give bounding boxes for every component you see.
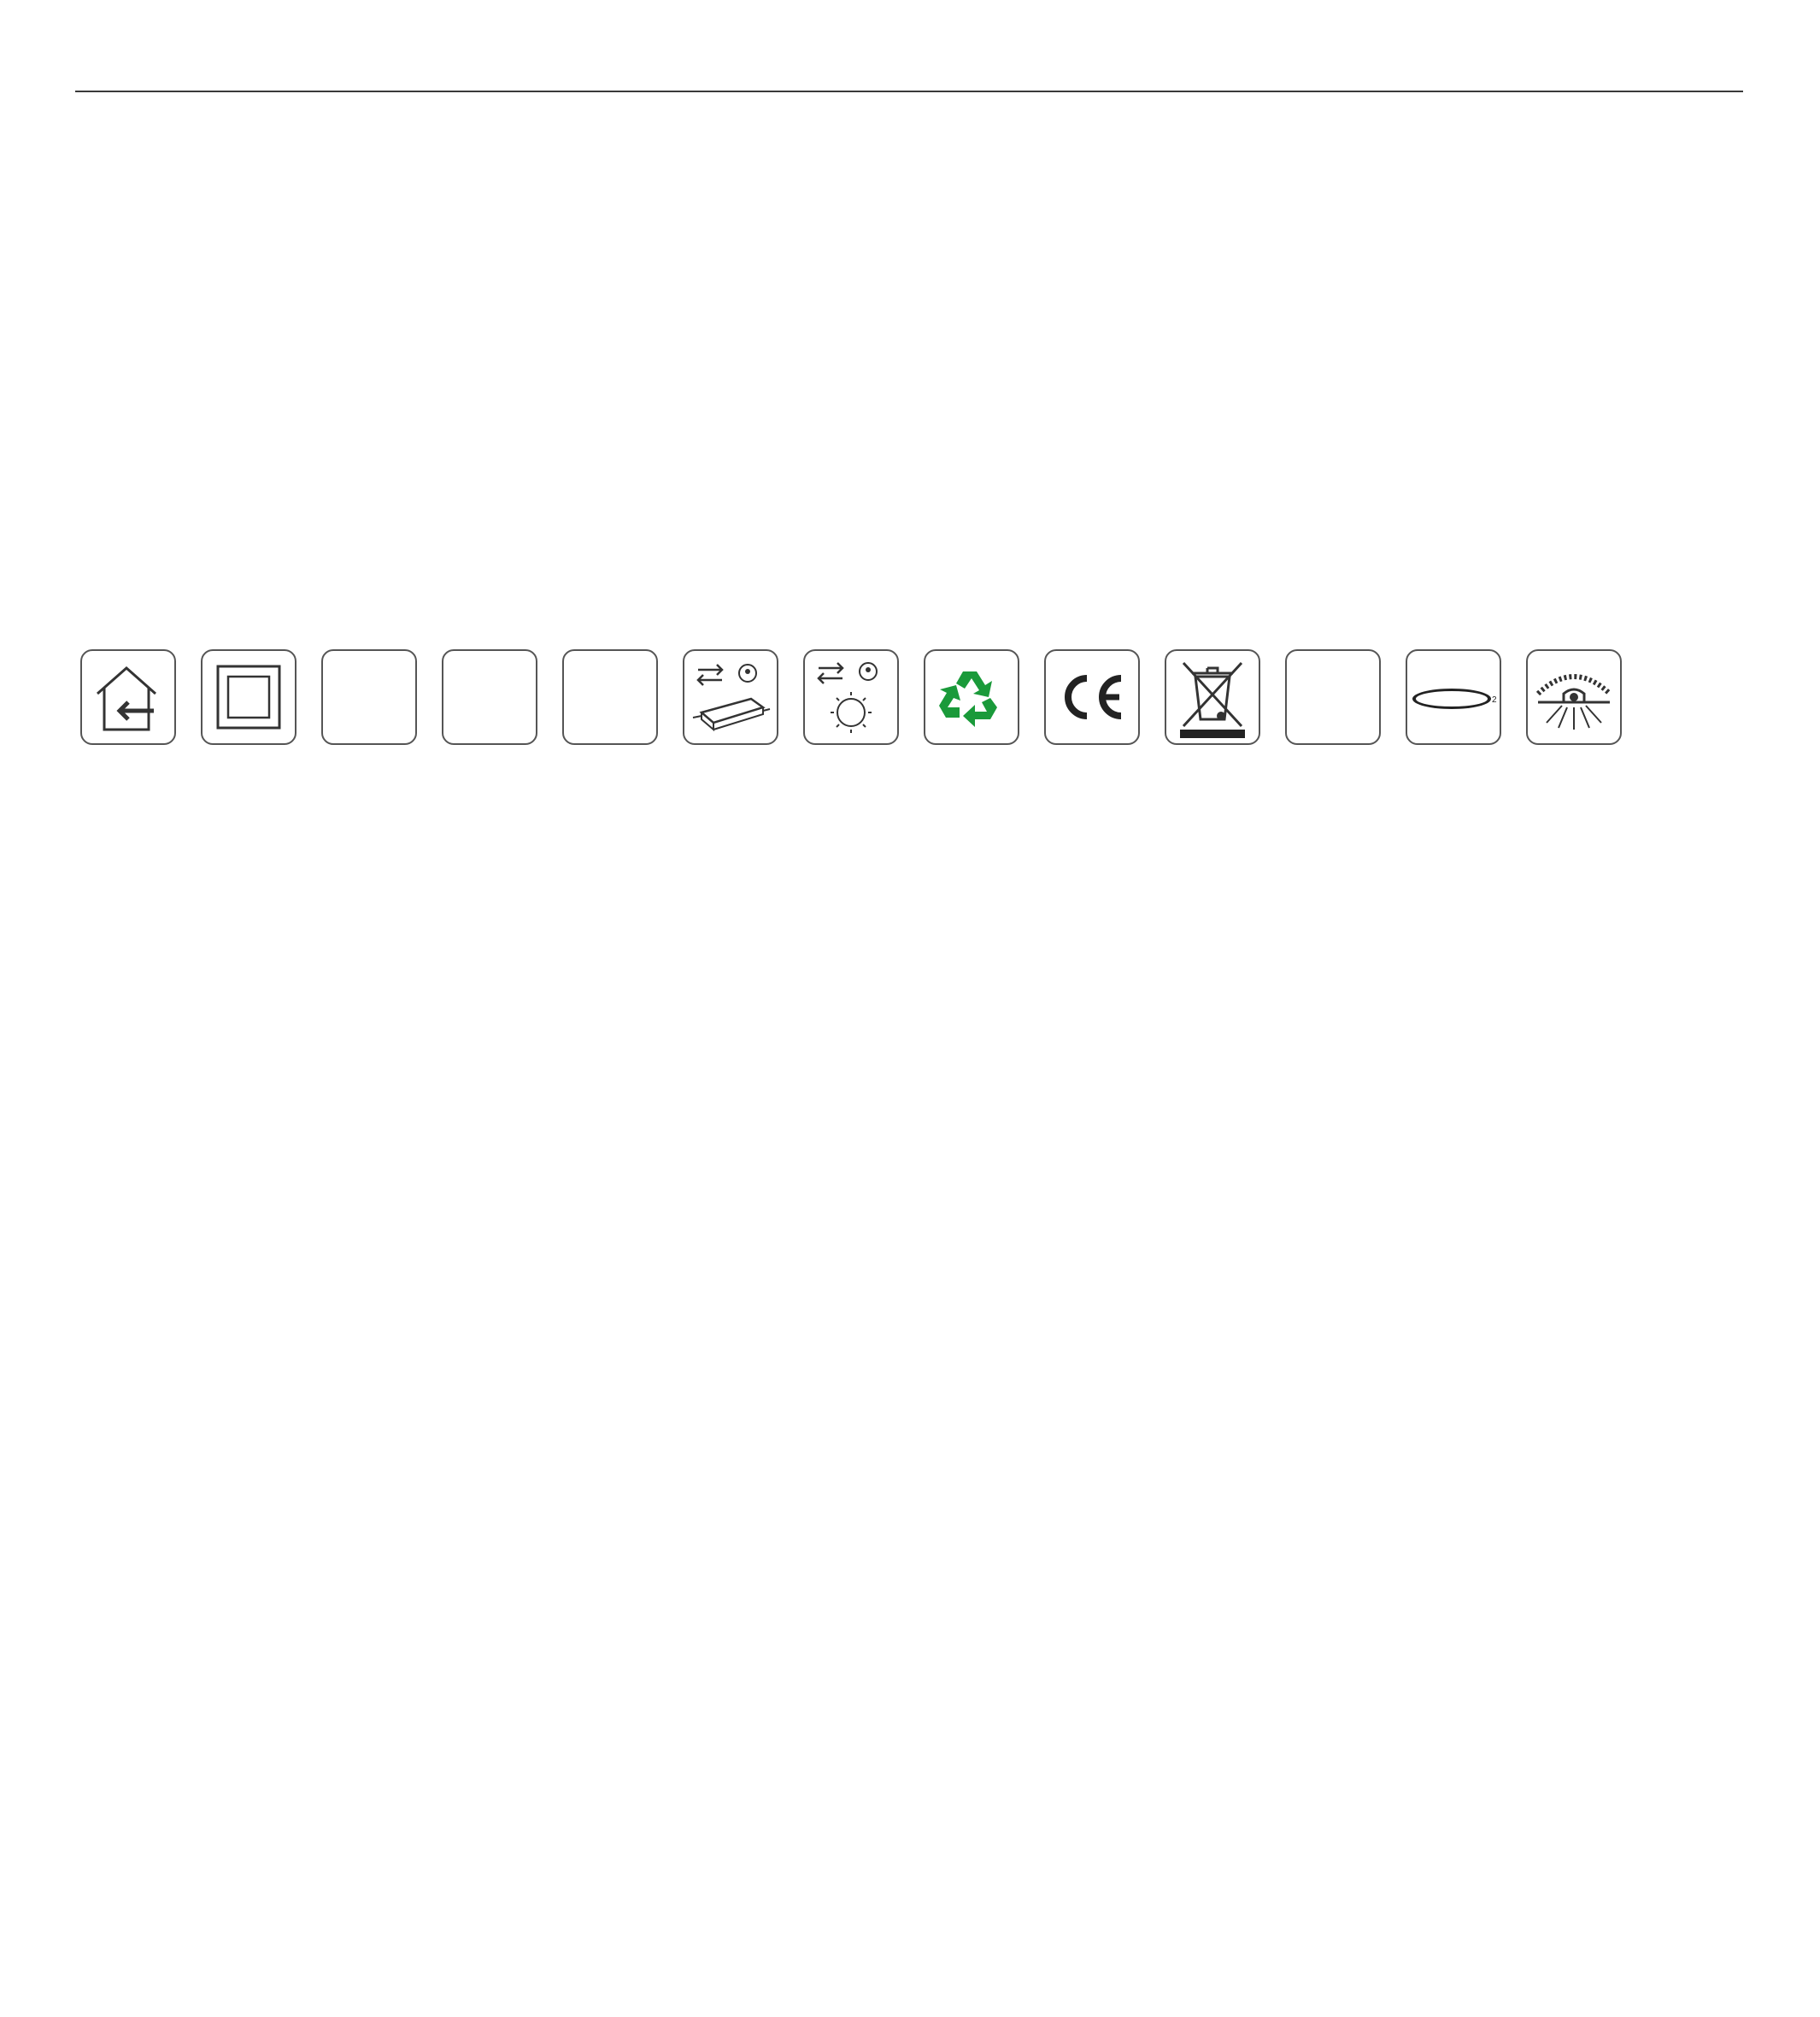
erp-icon bbox=[321, 649, 417, 745]
recycle-icon bbox=[924, 649, 1019, 745]
replaceable-driver-icon bbox=[683, 649, 778, 745]
replaceable-led-icon bbox=[803, 649, 899, 745]
voltage-icon bbox=[562, 649, 658, 745]
svg-text:2: 2 bbox=[1492, 695, 1497, 705]
header-rule bbox=[75, 91, 1743, 92]
class-ii-icon bbox=[201, 649, 296, 745]
weee-bin-icon bbox=[1165, 649, 1260, 745]
indoor-use-icon bbox=[80, 649, 176, 745]
ce-mark-icon bbox=[1044, 649, 1140, 745]
insulation-cover-icon bbox=[1526, 649, 1622, 745]
ra80-icon bbox=[1285, 649, 1381, 745]
ip20-icon bbox=[442, 649, 537, 745]
dali-icon bbox=[1406, 649, 1501, 745]
